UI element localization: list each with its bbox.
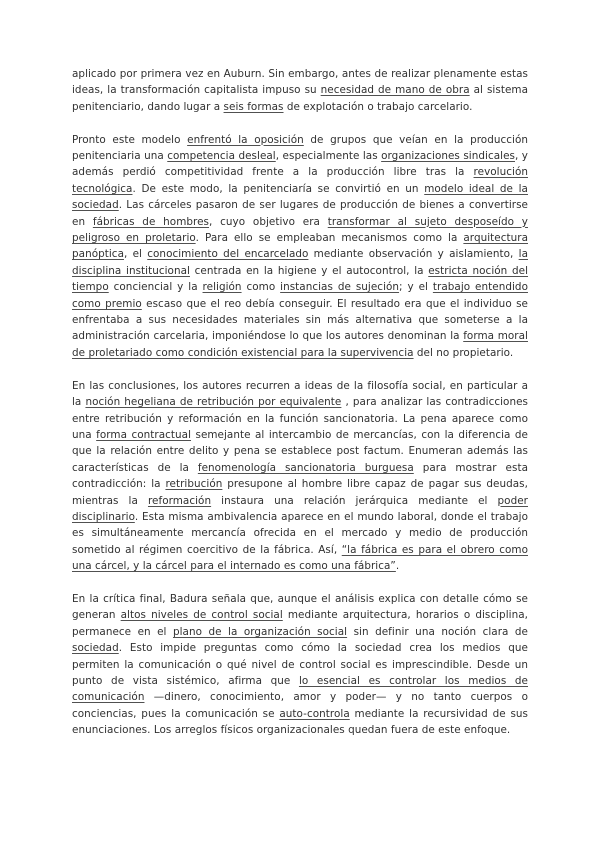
- underlined-phrase: necesidad de mano de obra: [320, 84, 470, 97]
- underlined-phrase: fábricas de hombres: [92, 215, 210, 228]
- text-run: . Las cárceles pasaron de ser lugares de producción de bienes a convertirse en: [72, 199, 528, 228]
- text-run: En las conclusiones, los autores recurren a ideas de la filosofía social, en particular a la: [72, 379, 528, 409]
- underlined-phrase: auto-controla: [279, 707, 350, 720]
- text-run: —dinero, conocimiento, amor y poder— y no tanto cuerpos o conciencias, pues la comunicación se: [72, 691, 528, 720]
- underlined-phrase: poder disciplinario: [72, 494, 528, 523]
- underlined-phrase: fenomenología sancionatoria burguesa: [197, 461, 414, 474]
- text-run: sin definir una noción clara de: [347, 625, 528, 638]
- text-run: escaso que el reo debía conseguir. El resultado era que el individuo se enfrentaba a sus necesidades materiales sin más alternativa que someterse a la administración carcelaria, imponiéndose lo que los autores denominan la: [72, 297, 528, 343]
- text-run: instaura una relación jerárquica mediante el: [211, 494, 498, 507]
- underlined-phrase: lo esencial es controlar los medios de comunicación: [72, 674, 528, 704]
- text-run: centrada en la higiene y el autocontrol, la: [189, 264, 429, 277]
- text-run: mediante arquitectura, horarios o disciplina, permanece en el: [72, 609, 528, 638]
- text-run: presupone al hombre libre capaz de pagar sus deudas, mientras la: [72, 478, 529, 507]
- text-run: de grupos que veían en la producción penitenciaria una: [72, 133, 528, 163]
- document-page: [72, 66, 528, 739]
- text-run: Pronto este modelo: [72, 133, 188, 146]
- text-run: , cuyo objetivo era: [209, 215, 328, 228]
- text-run: , especialmente las: [275, 150, 382, 163]
- text-run: mediante la recursividad de sus enunciaciones. Los arreglos físicos organizacionales quedan fuera de este enfoque.: [72, 707, 529, 737]
- underlined-phrase: arquitectura panóptica: [72, 232, 528, 261]
- paragraph: [72, 132, 528, 362]
- underlined-phrase: plano de la organización social: [172, 625, 348, 638]
- text-run: . Para ello se empleaban mecanismos como la: [195, 232, 464, 245]
- text-run: como: [241, 281, 281, 294]
- underlined-phrase: organizaciones sindicales: [381, 150, 515, 163]
- underlined-phrase: forma moral de proletariado como condición existencial para la supervivencia: [72, 330, 528, 359]
- underlined-phrase: retribución: [165, 478, 223, 491]
- text-run: ; y el: [399, 281, 433, 294]
- underlined-phrase: noción hegeliana de retribución por equivalente: [85, 396, 342, 409]
- text-run: para mostrar esta contradicción: la: [72, 461, 528, 491]
- text-run: .: [395, 560, 400, 573]
- underlined-phrase: conocimiento del encarcelado: [147, 248, 309, 261]
- paragraph: [72, 66, 528, 115]
- underlined-phrase: enfrentó la oposición: [187, 133, 304, 146]
- text-run: del no propietario.: [413, 346, 514, 359]
- text-run: mediante observación y aislamiento,: [308, 248, 519, 261]
- underlined-phrase: revolución tecnológica: [72, 166, 528, 195]
- text-run: aplicado por primera vez en Auburn. Sin embargo, antes de realizar plenamente estas ideas, la transformación capitalista impuso su: [72, 68, 528, 97]
- underlined-phrase: modelo ideal de la sociedad: [72, 182, 528, 212]
- underlined-phrase: forma contractual: [96, 428, 192, 441]
- underlined-phrase: seis formas: [223, 100, 284, 113]
- text-run: En la crítica final, Badura señala que, aunque el análisis explica con detalle cómo se generan: [72, 592, 528, 622]
- text-run: conciencial y la: [108, 281, 203, 294]
- underlined-phrase: religión: [202, 281, 242, 294]
- text-run: , y además perdió competitividad frente a la producción libre tras la: [72, 150, 528, 179]
- text-run: . Esta misma ambivalencia aparece en el mundo laboral, donde el trabajo es simultáneamente mercancía ofrecida en el mercado y medio de producción sometido al régimen coercitivo de la fábrica. Así,: [72, 510, 528, 556]
- underlined-phrase: la disciplina institucional: [72, 248, 528, 277]
- text-run: semejante al intercambio de mercancías, con la diferencia de que la relación entre delito y pena se establece post factum. Enumeran además las características de la: [72, 428, 528, 474]
- underlined-phrase: estricta noción del tiempo: [72, 264, 529, 294]
- underlined-phrase: altos niveles de control social: [120, 609, 283, 622]
- underlined-phrase: sociedad: [72, 642, 119, 655]
- paragraph: [72, 378, 528, 575]
- text-run: . Esto impide preguntas como cómo la sociedad crea los medios que permiten la comunicación o qué nivel de control social es imprescindible. Desde un punto de vista sistémico, afirma que: [72, 642, 528, 687]
- text-run: , el: [124, 248, 148, 261]
- text-run: . De este modo, la penitenciaría se convirtió en un: [132, 182, 425, 195]
- underlined-phrase: “la fábrica es para el obrero como una cárcel, y la cárcel para el internado es como una fábrica”: [72, 543, 528, 573]
- underlined-phrase: trabajo entendido como premio: [72, 281, 528, 310]
- paragraph: [72, 591, 528, 739]
- text-run: de explotación o trabajo carcelario.: [283, 100, 473, 113]
- underlined-phrase: instancias de sujeción: [280, 281, 400, 294]
- text-run: , para analizar las contradicciones entre retribución y reformación en la función sancionatoria. La pena aparece como una: [72, 396, 528, 441]
- underlined-phrase: competencia desleal: [167, 150, 276, 163]
- text-run: al sistema penitenciario, dando lugar a: [72, 84, 528, 113]
- underlined-phrase: reformación: [147, 494, 212, 507]
- underlined-phrase: transformar al sujeto desposeído y peligroso en proletario: [72, 215, 528, 245]
